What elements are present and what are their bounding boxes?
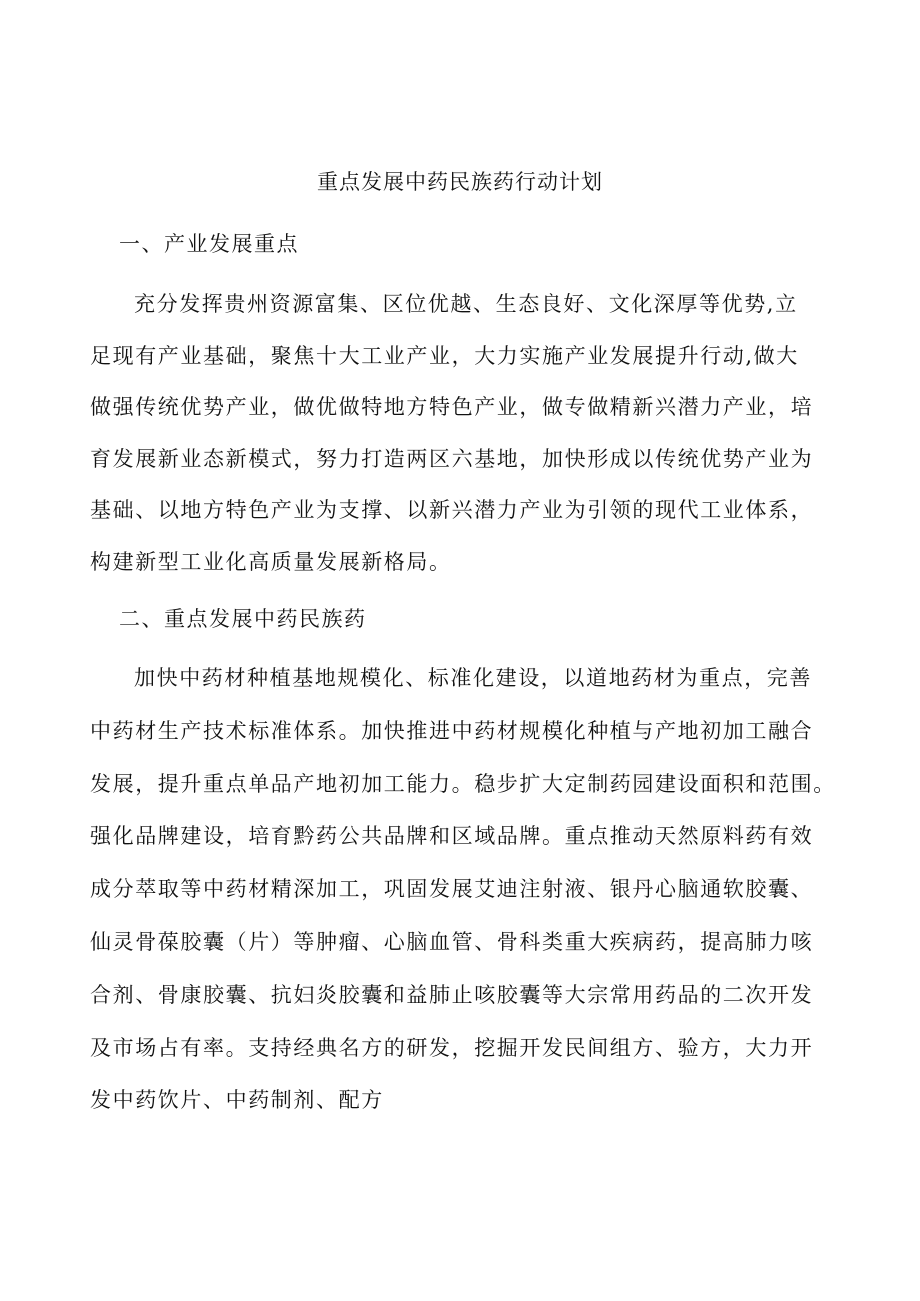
section-1-paragraph — [90, 279, 850, 589]
paragraph-line: 育发展新业态新模式，努力打造两区六基地，加快形成以传统优势产业为 — [90, 446, 814, 471]
section-heading-2: 二、重点发展中药民族药 — [119, 607, 367, 631]
paragraph-line: 基础、以地方特色产业为支撑、以新兴潜力产业为引领的现代工业体系， — [90, 498, 814, 523]
paragraph-line: 做强传统优势产业，做优做特地方特色产业，做专做精新兴潜力产业，培 — [90, 395, 814, 420]
paragraph-line: 足现有产业基础，聚焦十大工业产业，大力实施产业发展提升行动,做大 — [90, 343, 799, 368]
paragraph-line: 仙灵骨葆胶囊（片）等肿瘤、心脑血管、骨科类重大疾病药，提高肺力咳 — [90, 929, 814, 954]
paragraph-line: 中药材生产技术标准体系。加快推进中药材规模化种植与产地初加工融合 — [90, 718, 814, 743]
paragraph-line: 充分发挥贵州资源富集、区位优越、生态良好、文化深厚等优势,立 — [134, 292, 798, 316]
paragraph-line: 及市场占有率。支持经典名方的研发，挖掘开发民间组方、验方，大力开 — [90, 1035, 814, 1060]
paragraph-line: 成分萃取等中药材精深加工，巩固发展艾迪注射液、银丹心脑通软胶囊、 — [90, 877, 814, 902]
document-title: 重点发展中药民族药行动计划 — [317, 170, 603, 194]
paragraph-line: 强化品牌建设，培育黔药公共品牌和区域品牌。重点推动天然原料药有效 — [90, 824, 814, 849]
paragraph-line: 构建新型工业化高质量发展新格局。 — [90, 549, 452, 574]
section-2-paragraph — [90, 652, 850, 1127]
paragraph-line: 发展，提升重点单品产地初加工能力。稳步扩大定制药园建设面积和范围。 — [90, 771, 836, 796]
paragraph-line: 加快中药材种植基地规模化、标准化建设，以道地药材为重点，完善 — [134, 666, 812, 690]
paragraph-line: 发中药饮片、中药制剂、配方 — [90, 1088, 384, 1113]
section-heading-1: 一、产业发展重点 — [119, 232, 299, 256]
paragraph-line: 合剂、骨康胶囊、抗妇炎胶囊和益肺止咳胶囊等大宗常用药品的二次开发 — [90, 982, 814, 1007]
